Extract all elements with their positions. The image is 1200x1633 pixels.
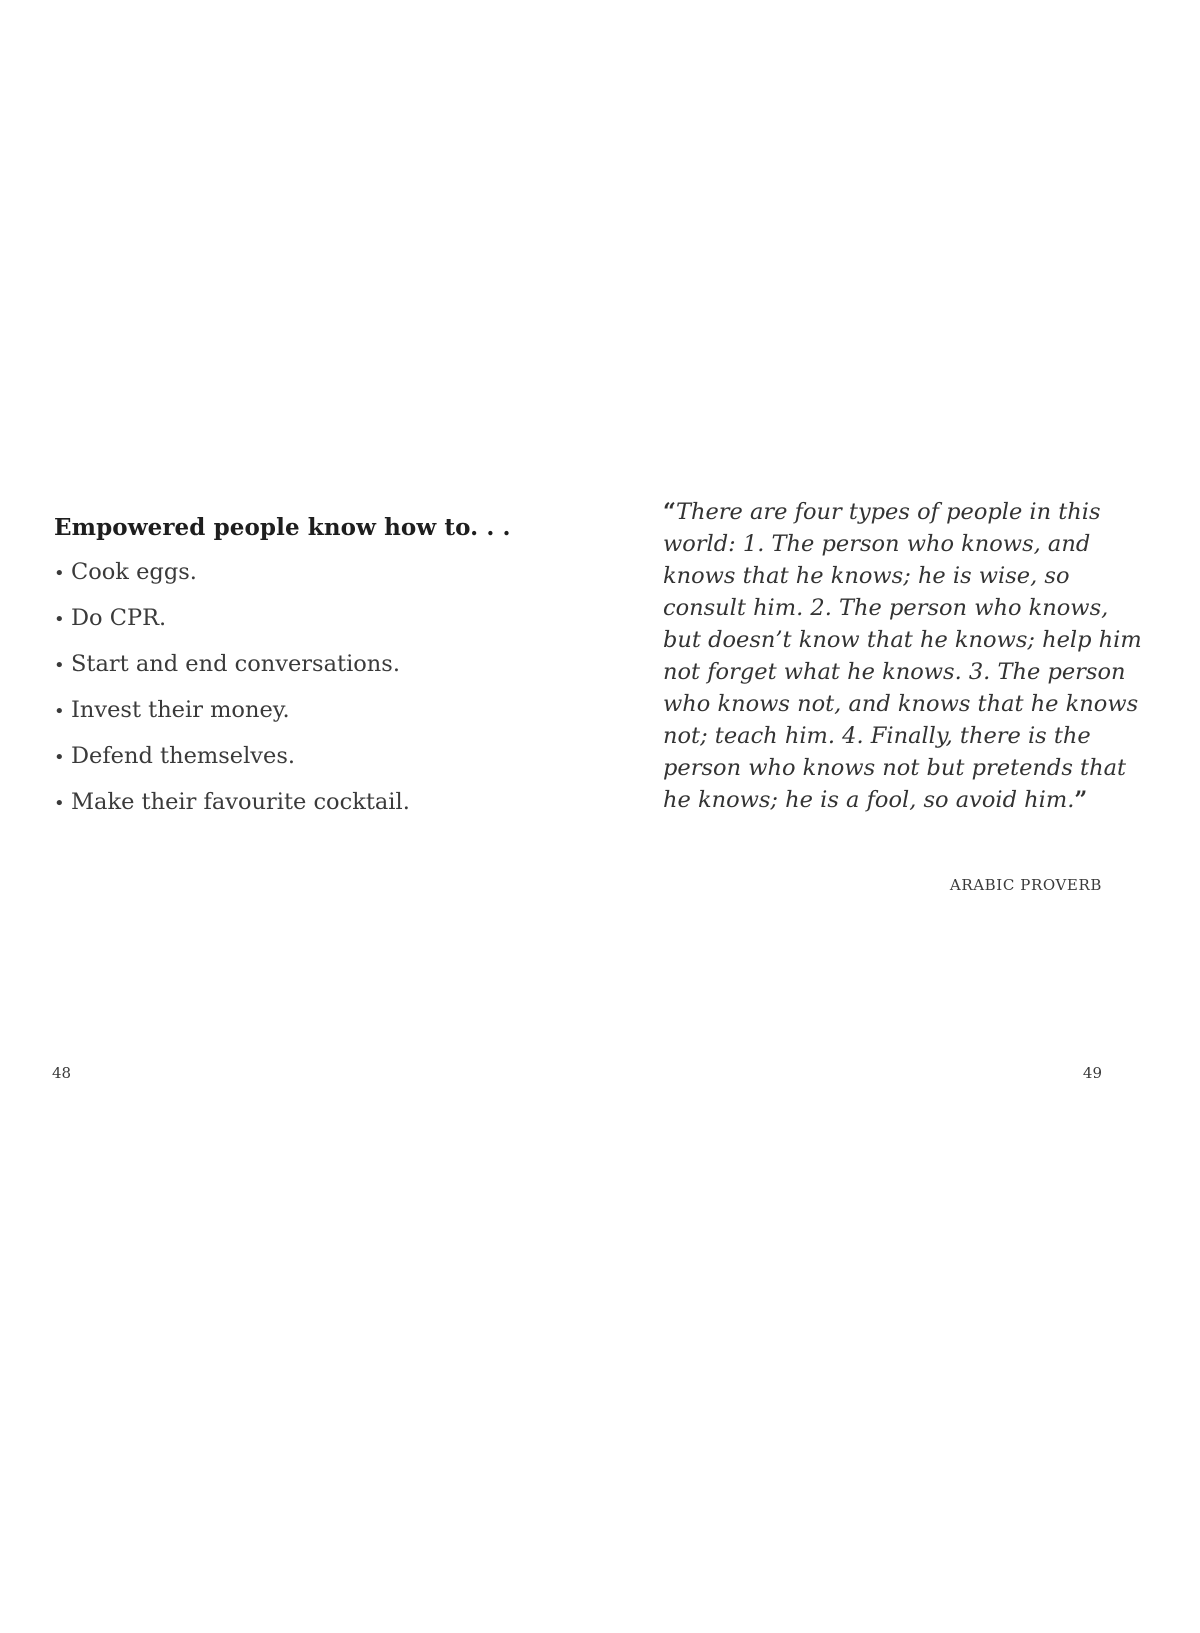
list-item-text: Defend themselves. [71, 743, 296, 769]
list-item [54, 642, 574, 688]
bullet-icon: • [54, 609, 65, 630]
right-page [663, 496, 1143, 816]
bullet-icon: • [54, 793, 65, 814]
list-item-text: Invest their money. [71, 697, 290, 723]
bullet-icon: • [54, 655, 65, 676]
bullet-icon: • [54, 701, 65, 722]
quote-attribution: ARABIC PROVERB [949, 876, 1102, 894]
list-item-text: Start and end conversations. [71, 651, 400, 677]
page-number-left: 48 [52, 1064, 72, 1082]
list-item-text: Do CPR. [71, 605, 167, 631]
list-heading: Empowered people know how to. . . [54, 514, 511, 541]
skills-list [54, 550, 574, 826]
list-item [54, 550, 574, 596]
list-item [54, 780, 574, 826]
open-quote-mark: “ [663, 499, 676, 525]
left-page [54, 512, 574, 826]
bullet-icon: • [54, 563, 65, 584]
list-item-text: Cook eggs. [71, 559, 197, 585]
bullet-icon: • [54, 747, 65, 768]
list-item [54, 734, 574, 780]
list-item [54, 688, 574, 734]
list-item-text: Make their favourite cocktail. [71, 789, 410, 815]
list-item [54, 596, 574, 642]
quote-text: There are four types of people in this world: 1. The person who knows, and knows that he knows; he is wise, so consult him. 2. The person who knows, but doesn’t know that he knows; help him not forget what he knows. 3. The person who knows not, and knows that he knows not; teach him. 4. Finally, there is the person who knows not but pretends that he knows; he is a fool, so avoid him. [663, 499, 1142, 813]
page-number-right: 49 [1082, 1064, 1102, 1082]
proverb-quote [663, 496, 1143, 816]
close-quote-mark: ” [1074, 787, 1088, 813]
